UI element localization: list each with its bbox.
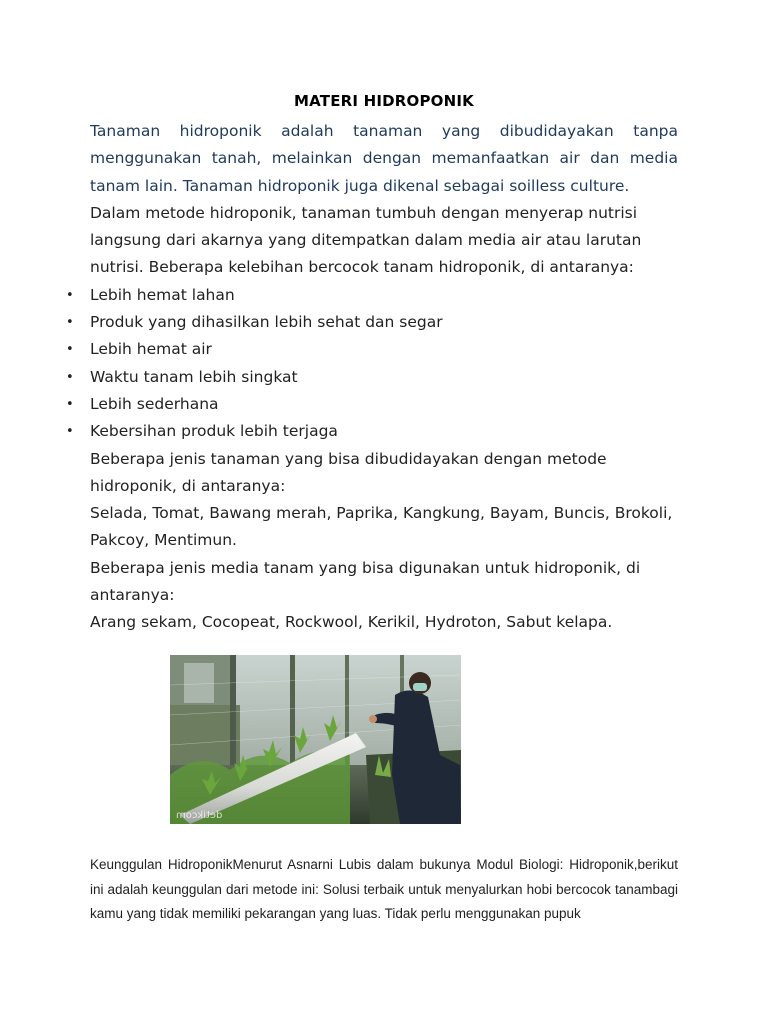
list-item-text: Produk yang dihasilkan lebih sehat dan segar bbox=[90, 313, 443, 332]
list-item bbox=[66, 391, 678, 418]
advantages-list bbox=[66, 282, 678, 446]
list-item-text: Waktu tanam lebih singkat bbox=[90, 367, 298, 386]
plants-list-line: Pakcoy, Mentimun. bbox=[90, 531, 237, 550]
media-list: Arang sekam, Cocopeat, Rockwool, Kerikil, Hydroton, Sabut kelapa. bbox=[90, 613, 613, 632]
plants-intro-line: Beberapa jenis tanaman yang bisa dibudidayakan dengan metode bbox=[90, 449, 607, 468]
bullet-icon: • bbox=[66, 315, 74, 331]
list-item bbox=[66, 418, 678, 445]
keunggulan-paragraph: Keunggulan HidroponikMenurut Asnarni Lubis dalam bukunya Modul Biologi: Hidroponik,berikut ini adalah keunggulan dari metode ini: Solusi terbaik untuk menyalurkan hobi bercocok tanambagi kamu yang tidak memiliki pekarangan yang luas. Tidak perlu menggunakan pupuk bbox=[90, 857, 678, 921]
photo-watermark: detikcom bbox=[176, 810, 223, 821]
media-intro-line: Beberapa jenis media tanam yang bisa digunakan untuk hidroponik, di bbox=[90, 558, 641, 577]
media-intro-line: antaranya: bbox=[90, 586, 175, 605]
list-item-text: Lebih hemat air bbox=[90, 340, 212, 359]
list-item bbox=[66, 336, 678, 363]
bullet-icon: • bbox=[66, 287, 74, 303]
bullet-icon: • bbox=[66, 342, 74, 358]
plants-list-line: Selada, Tomat, Bawang merah, Paprika, Kangkung, Bayam, Buncis, Brokoli, bbox=[90, 504, 673, 523]
bullet-icon: • bbox=[66, 369, 74, 385]
bullet-icon: • bbox=[66, 396, 74, 412]
list-item bbox=[66, 364, 678, 391]
method-line: Dalam metode hidroponik, tanaman tumbuh dengan menyerap nutrisi bbox=[90, 203, 638, 222]
document-title: MATERI HIDROPONIK bbox=[294, 92, 474, 110]
plants-intro-line: hidroponik, di antaranya: bbox=[90, 476, 286, 495]
document-body bbox=[66, 118, 678, 637]
list-item-text: Lebih sederhana bbox=[90, 394, 219, 413]
list-item bbox=[66, 282, 678, 309]
list-item-text: Kebersihan produk lebih terjaga bbox=[90, 422, 338, 441]
hydroponic-photo bbox=[170, 655, 461, 824]
intro-paragraph: Tanaman hidroponik adalah tanaman yang dibudidayakan tanpa menggunakan tanah, melainkan dengan memanfaatkan air dan media tanam lain. Tanaman hidroponik juga dikenal sebagai soilless culture. bbox=[90, 122, 678, 195]
greenhouse-scene bbox=[170, 655, 461, 824]
method-line: nutrisi. Beberapa kelebihan bercocok tanam hidroponik, di antaranya: bbox=[90, 258, 634, 277]
bullet-icon: • bbox=[66, 424, 74, 440]
list-item bbox=[66, 309, 678, 336]
list-item-text: Lebih hemat lahan bbox=[90, 285, 235, 304]
method-line: langsung dari akarnya yang ditempatkan dalam media air atau larutan bbox=[90, 231, 642, 250]
keunggulan-section bbox=[90, 853, 678, 927]
